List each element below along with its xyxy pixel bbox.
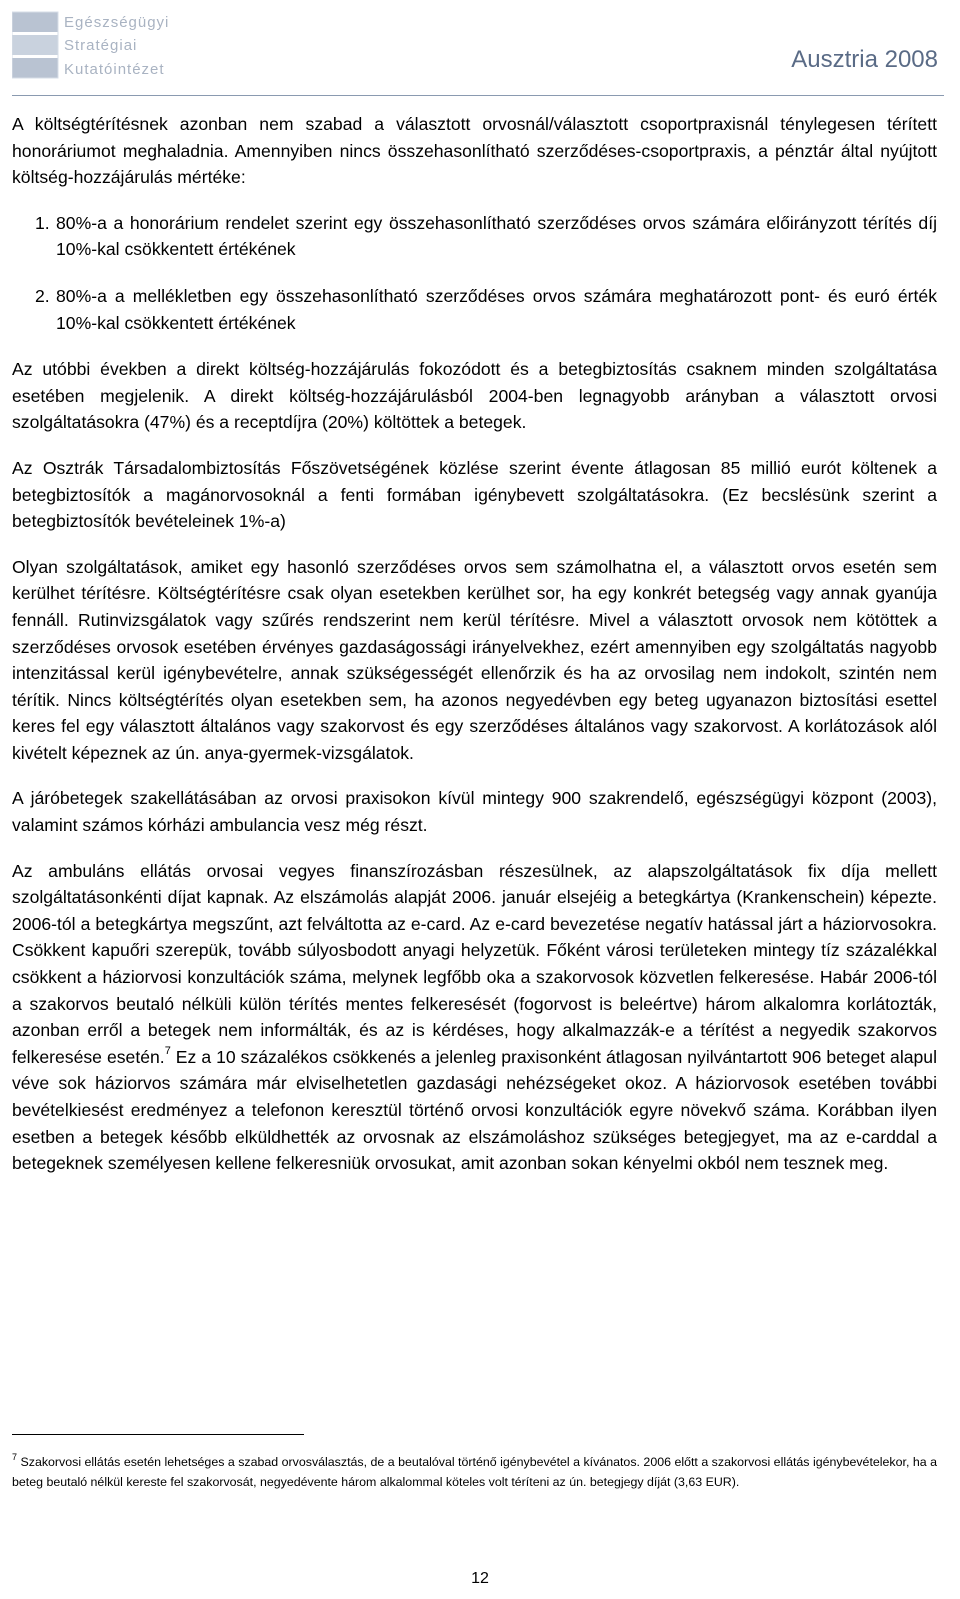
paragraph-2: Az utóbbi években a direkt költség-hozzájárulás fokozódott és a betegbiztosítás csaknem minden szolgáltatása esetében megjelenik. A direkt költség-hozzájárulásból 2004-ben legnagyobb arányban a választott orvosi szolgáltatásokra (47%) és a receptdíjra (20%) költöttek a betegek. <box>12 359 937 433</box>
paragraph-6-part-1: Az ambuláns ellátás orvosai vegyes finanszírozásban részesülnek, az alapszolgáltatások fix díja mellett szolgáltatásonkénti díjat kapnak. Az elszámolás alapját 2006. január elsejéig a betegkártya (Krankenschein) képezte. 2006-tól a betegkártya megszűnt, azt felváltotta az e-card. Az e-card bevezetése negatív hatással járt a háziorvosokra. Csökkent kapuőri szerepük, tovább súlyosbodott anyagi helyzetük. Főként városi területeken mintegy tíz százalékkal csökkent a háziorvosi konzultációk száma, melynek legfőbb oka a szakorvosok közvetlen felkeresése. Habár 2006-tól a szakorvos beutaló nélküli külön térítés mentes felkeresését (fogorvost is beleértve) három alkalomra korlátozták, azonban erről a betegek nem informálták, és az is kérdéses, hogy alkalmazzák-e a térítést a negyedik szakorvos felkeresése esetén. <box>12 860 937 1067</box>
logo-line-2: Stratégiai <box>64 37 138 54</box>
paragraph-1: A költségtérítésnek azonban nem szabad a választott orvosnál/választott csoportpraxisnál ténylegesen térített honoráriumot meghaladnia. Amennyiben nincs összehasonlítható szerződéses-csoportpraxis, a pénztár által nyújtott költség-hozzájárulás mértéke: <box>12 114 937 188</box>
footnote-divider <box>12 1434 304 1435</box>
footnote-number: 7 <box>12 1451 18 1462</box>
footnote-reference[interactable]: 7 <box>164 1044 171 1057</box>
logo-line-3: Kutatóintézet <box>64 61 165 78</box>
paragraph-3: Az Osztrák Társadalombiztosítás Főszövetségének közlése szerint évente átlagosan 85 millió eurót költenek a betegbiztosítók a magánorvosoknál a fenti formában igénybevett szolgáltatásokra. (Ez becslésünk szerint a betegbiztosítók bevételeinek 1%-a) <box>12 457 937 532</box>
page-header <box>0 0 960 100</box>
paragraph-6 <box>12 858 937 1177</box>
list-item-number: 1. <box>35 212 50 233</box>
header-divider <box>12 95 944 96</box>
logo-line-1: Egészségügyi <box>64 14 170 31</box>
list-item <box>12 283 937 336</box>
list-item-number: 2. <box>35 285 50 306</box>
list-item-text: 80%-a a mellékletben egy összehasonlítható szerződéses orvos számára meghatározott pont- és euró érték 10%-kal csökkentett értékének <box>56 285 937 333</box>
logo-mark-icon <box>12 10 60 84</box>
contribution-list <box>12 210 937 336</box>
footnote-text: Szakorvosi ellátás esetén lehetséges a szabad orvosválasztás, de a beutalóval történő igénybevétel a kívánatos. 2006 előtt a szakorvosi ellátás igénybevételekor, ha a beteg beutaló nélkül kereste fel szakorvosát, negyedévente három alkalommal köteles volt téríteni az ún. betegjegy díját (3,63 EUR). <box>12 1455 937 1489</box>
paragraph-5: A járóbetegek szakellátásában az orvosi praxisokon kívül mintegy 900 szakrendelő, egészségügyi központ (2003), valamint számos kórházi ambulancia vesz még részt. <box>12 788 937 836</box>
institute-logo <box>12 10 170 84</box>
footnote <box>12 1452 937 1492</box>
page-number: 12 <box>471 1570 489 1587</box>
list-item-text: 80%-a a honorárium rendelet szerint egy összehasonlítható szerződéses orvos számára előirányzott térítés díj 10%-kal csökkentett értékének <box>56 212 937 260</box>
paragraph-4: Olyan szolgáltatások, amiket egy hasonló szerződéses orvos sem számolhatna el, a választott orvos esetén sem kerülhet térítésre. Költségtérítésre csak olyan esetekben kerülhet sor, ha egy konkrét betegség vagy annak gyanúja fennáll. Rutinvizsgálatok vagy szűrés rendszerint nem kerül térítésre. Mivel a választott orvosok nem kötöttek a szerződéses orvosok esetében érvényes gazdaságossági irányelvekhez, ezért amennyiben egy szolgáltatás nagyobb intenzitással kerül igénybevételre, annak szükségességét ellenőrzik és ha az orvosilag nem indokolt, szintén nem térítik. Nincs költségtérítés olyan esetekben sem, ha azonos negyedévben egy beteg ugyanazon biztosítási esettel keres fel egy választott általános vagy szakorvost és egy szerződéses általános vagy szakorvost. A korlátozások alól kivételt képeznek az ún. anya-gyermek-vizsgálatok. <box>12 556 937 763</box>
main-content <box>12 111 937 1196</box>
list-item <box>12 210 937 263</box>
paragraph-6-part-2: Ez a 10 százalékos csökkenés a jelenleg praxisonként átlagosan nyilvántartott 906 beteget alapul véve sok háziorvos számára már elviselhetetlen gazdasági nehézségeket okoz. A háziorvosok esetében további bevételkiesést eredményez a telefonon keresztül történő orvosi konzultációk egyre növekvő száma. Korábban ilyen esetben a betegek később elküldhették az orvosnak az elszámoláshoz szükséges betegjegyet, ma az e-carddal a betegeknek személyesen kellene felkeresniük orvosukat, amit azonban sokan kényelmi okból nem tesznek meg. <box>12 1046 938 1174</box>
document-title: Ausztria 2008 <box>791 46 938 73</box>
